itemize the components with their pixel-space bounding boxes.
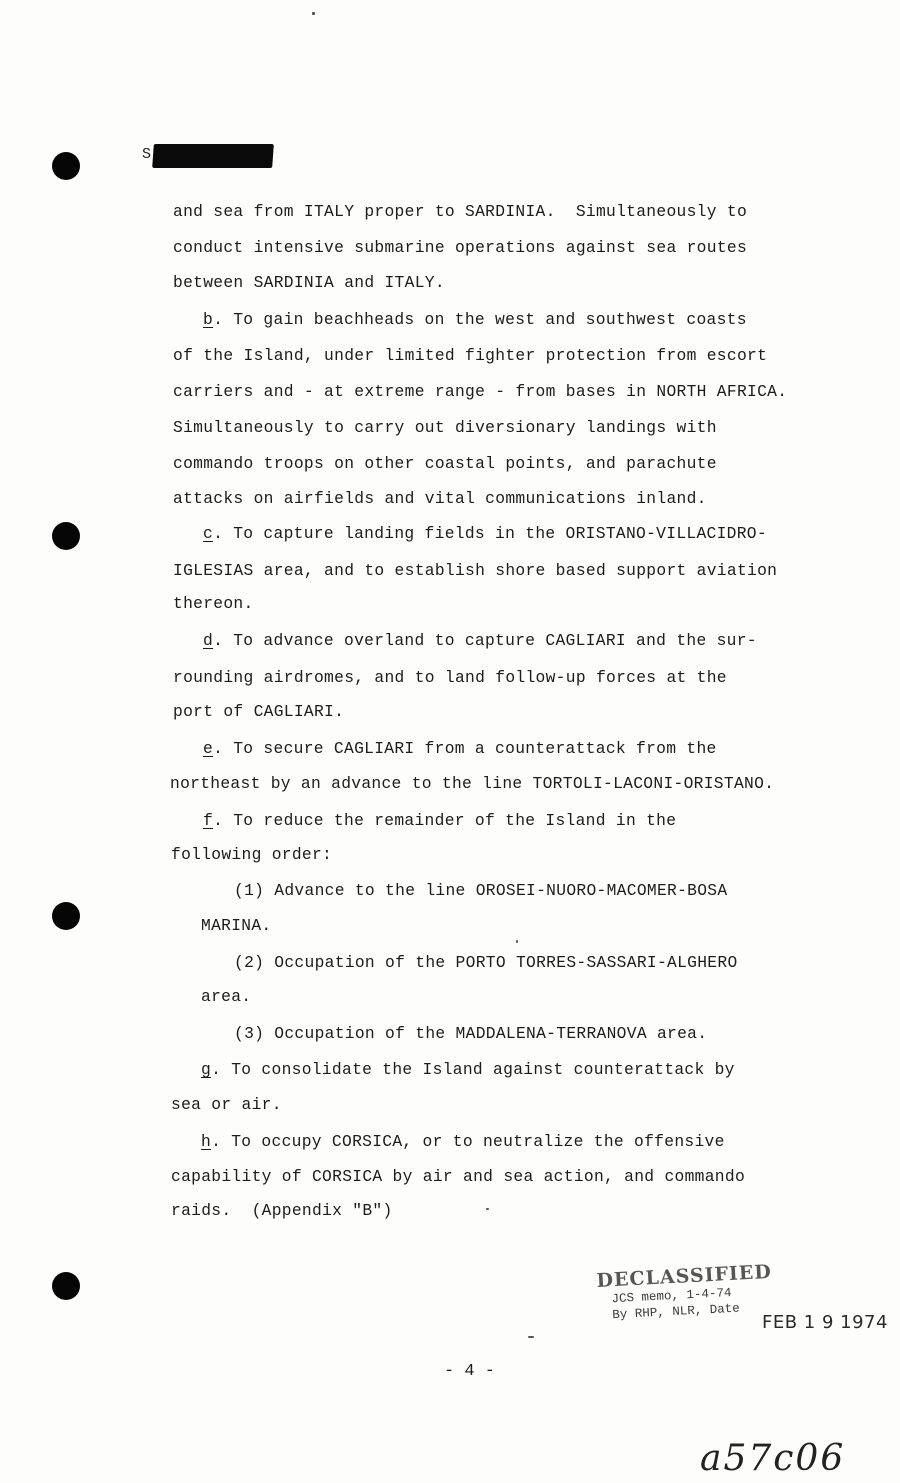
paragraph-d-line: d. To advance overland to capture CAGLIARI and the sur- bbox=[203, 631, 757, 650]
body-line: Simultaneously to carry out diversionary landings with bbox=[173, 418, 717, 437]
redaction-bar bbox=[152, 144, 274, 168]
punch-hole-2 bbox=[52, 522, 80, 550]
body-line: attacks on airfields and vital communications inland. bbox=[173, 489, 707, 508]
classification-marking: S bbox=[142, 146, 153, 163]
body-line: raids. (Appendix "B") bbox=[171, 1201, 393, 1220]
body-line: rounding airdromes, and to land follow-up forces at the bbox=[173, 668, 727, 687]
body-line: between SARDINIA and ITALY. bbox=[173, 273, 445, 292]
paragraph-b-line: b. To gain beachheads on the west and southwest coasts bbox=[203, 310, 747, 329]
body-line: northeast by an advance to the line TORTOLI-LACONI-ORISTANO. bbox=[170, 774, 775, 793]
punch-hole-3 bbox=[52, 902, 80, 930]
page-number: - 4 - bbox=[444, 1362, 496, 1381]
punch-hole-4 bbox=[52, 1272, 80, 1300]
paragraph-marker: c bbox=[203, 524, 214, 543]
declassified-stamp bbox=[596, 1261, 774, 1324]
stamp-title: DECLASSIFIED bbox=[596, 1260, 773, 1292]
paragraph-marker: h bbox=[201, 1132, 212, 1151]
subitem-2-line: (2) Occupation of the PORTO TORRES-SASSARI-ALGHERO bbox=[234, 953, 738, 972]
scan-speck bbox=[312, 12, 315, 15]
stamp-by-line: By RHP, NLR, Date bbox=[612, 1301, 741, 1323]
paragraph-g-line: g. To consolidate the Island against counterattack by bbox=[201, 1060, 735, 1079]
punch-hole-1 bbox=[52, 152, 80, 180]
subitem-3-line: (3) Occupation of the MADDALENA-TERRANOVA area. bbox=[234, 1024, 708, 1043]
paragraph-f-line: f. To reduce the remainder of the Island in the bbox=[203, 811, 677, 830]
scan-speck bbox=[516, 940, 518, 943]
body-line: thereon. bbox=[173, 594, 254, 613]
paragraph-marker: f bbox=[203, 811, 214, 830]
paragraph-marker: g bbox=[201, 1060, 212, 1079]
body-line: carriers and - at extreme range - from bases in NORTH AFRICA. bbox=[173, 382, 788, 401]
body-line: sea or air. bbox=[171, 1095, 282, 1114]
scan-speck bbox=[486, 1208, 489, 1210]
paragraph-marker: d bbox=[203, 631, 214, 650]
paragraph-e-line: e. To secure CAGLIARI from a counterattack from the bbox=[203, 739, 717, 758]
body-line: MARINA. bbox=[201, 916, 272, 935]
body-line: area. bbox=[201, 987, 252, 1006]
scan-speck bbox=[528, 1336, 534, 1338]
body-line: and sea from ITALY proper to SARDINIA. Simultaneously to bbox=[173, 202, 748, 221]
subitem-1-line: (1) Advance to the line OROSEI-NUORO-MACOMER-BOSA bbox=[234, 881, 728, 900]
paragraph-h-line: h. To occupy CORSICA, or to neutralize the offensive bbox=[201, 1132, 725, 1151]
body-line: IGLESIAS area, and to establish shore based support aviation bbox=[173, 561, 778, 580]
body-line: port of CAGLIARI. bbox=[173, 702, 345, 721]
stamp-authority: JCS memo, 1-4-74 bbox=[611, 1285, 732, 1307]
paragraph-marker: e bbox=[203, 739, 214, 758]
paragraph-c-line: c. To capture landing fields in the ORISTANO-VILLACIDRO- bbox=[203, 524, 767, 543]
body-line: of the Island, under limited fighter protection from escort bbox=[173, 346, 768, 365]
body-line: commando troops on other coastal points, and parachute bbox=[173, 454, 717, 473]
paragraph-marker: b bbox=[203, 310, 214, 329]
handwritten-code: a57c06 bbox=[700, 1438, 846, 1479]
stamp-date: FEB 1 9 1974 bbox=[762, 1312, 888, 1333]
body-line: conduct intensive submarine operations against sea routes bbox=[173, 238, 748, 257]
body-line: following order: bbox=[171, 845, 333, 864]
body-line: capability of CORSICA by air and sea action, and commando bbox=[171, 1167, 746, 1186]
